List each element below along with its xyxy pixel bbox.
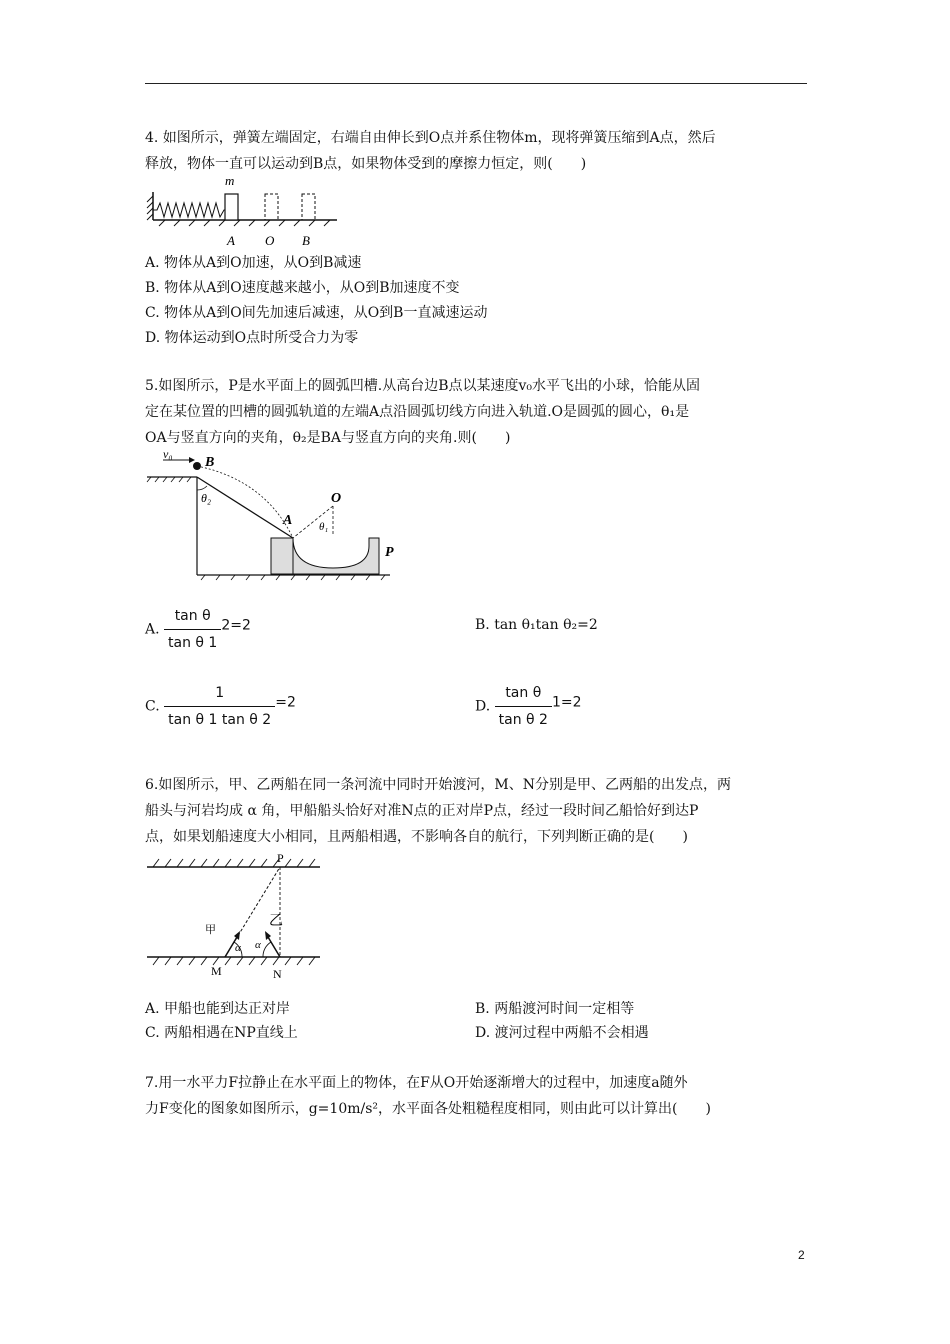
q5-option-c-prefix: C. — [145, 698, 160, 715]
q5-fig-label-a: A — [283, 513, 293, 528]
q4-fig-label-b: B — [302, 233, 310, 248]
q5-option-a-den: tan θ 1 — [168, 635, 218, 651]
q6-river-figure — [145, 845, 325, 980]
q5-option-c-num: 1 — [164, 682, 275, 707]
q5-text-line1: 5.如图所示，P是水平面上的圆弧凹槽.从高台边B点以某速度v₀水平飞出的小球，恰能从固 — [145, 378, 701, 394]
q5-option-d-fraction — [495, 682, 552, 731]
q6-option-b: B. 两船渡河时间一定相等 — [475, 1001, 635, 1017]
q5-option-b: B. tan θ₁tan θ₂=2 — [475, 617, 598, 633]
q5-option-d-num: tan θ — [495, 682, 552, 707]
q5-option-c — [145, 682, 296, 731]
q5-fig-label-theta1: θ₁ — [319, 521, 329, 533]
q6-fig-label-jia: 甲 — [205, 924, 216, 936]
q5-option-a-mid: 2=2 — [221, 617, 251, 634]
q5-option-d-prefix: D. — [475, 698, 491, 715]
q4-fig-label-m: m — [225, 173, 235, 188]
q5-option-d-den: tan θ 2 — [498, 712, 548, 728]
q5-fig-label-o: O — [331, 491, 342, 506]
q4-option-b: B. 物体从A到O速度越来越小，从O到B加速度不变 — [145, 280, 460, 296]
q6-fig-label-n: N — [273, 967, 282, 980]
q5-option-d — [475, 682, 582, 731]
q5-fig-label-p: P — [385, 545, 394, 560]
q4-fig-label-a: A — [227, 233, 235, 248]
q5-fig-label-b: B — [205, 455, 215, 470]
q6-text-line1: 6.如图所示，甲、乙两船在同一条河流中同时开始渡河，M、N分别是甲、乙两船的出发点，两 — [145, 777, 731, 793]
q6-option-c: C. 两船相遇在NP直线上 — [145, 1025, 298, 1041]
q6-fig-label-p: P — [277, 851, 284, 865]
q7-text-line2: 力F变化的图象如图所示，g=10m/s²，水平面各处粗糙程度相同，则由此可以计算出( ) — [145, 1101, 711, 1117]
header-rule — [145, 83, 807, 84]
q5-fig-label-theta2: θ₂ — [201, 491, 212, 505]
q5-option-a-prefix: A. — [145, 621, 160, 638]
q6-fig-label-yi: 乙 — [269, 914, 283, 929]
q6-fig-label-alpha1: α — [235, 942, 241, 954]
q5-option-d-mid: 1=2 — [551, 694, 582, 711]
q6-text-line3: 点，如果划船速度大小相同，且两船相遇，不影响各自的航行，下列判断正确的是( ) — [145, 829, 688, 845]
q5-projectile-figure — [145, 450, 415, 582]
q5-option-c-den: tan θ 1 tan θ 2 — [168, 712, 272, 728]
q4-option-a: A. 物体从A到O加速，从O到B减速 — [145, 255, 362, 271]
q4-option-c: C. 物体从A到O间先加速后减速，从O到B一直减速运动 — [145, 305, 488, 321]
q5-text-line3: OA与竖直方向的夹角，θ₂是BA与竖直方向的夹角.则( ) — [145, 430, 511, 446]
q6-fig-label-alpha2: α — [255, 939, 261, 951]
q4-fig-label-o: O — [265, 233, 275, 248]
q4-text-line1: 4. 如图所示，弹簧左端固定，右端自由伸长到O点并系住物体m，现将弹簧压缩到A点，然后 — [145, 130, 716, 146]
q5-option-a — [145, 605, 251, 654]
q6-fig-label-m: M — [211, 964, 222, 978]
q5-option-a-num: tan θ — [164, 605, 221, 630]
q7-text-line1: 7.用一水平力F拉静止在水平面上的物体，在F从O开始逐渐增大的过程中，加速度a随外 — [145, 1075, 688, 1091]
q6-text-line2: 船头与河岩均成 α 角，甲船船头恰好对准N点的正对岸P点，经过一段时间乙船恰好到达P — [145, 803, 699, 819]
q5-text-line2: 定在某位置的凹槽的圆弧轨道的左端A点沿圆弧切线方向进入轨道.O是圆弧的圆心，θ₁是 — [145, 404, 690, 420]
q5-option-a-fraction — [164, 605, 221, 654]
q5-option-c-fraction — [164, 682, 275, 731]
q5-fig-label-v0: v₀ — [163, 450, 173, 461]
q4-text-line2: 释放，物体一直可以运动到B点，如果物体受到的摩擦力恒定，则( ) — [145, 156, 587, 172]
q6-option-d: D. 渡河过程中两船不会相遇 — [475, 1025, 649, 1041]
q6-option-a: A. 甲船也能到达正对岸 — [145, 1001, 291, 1017]
q5-option-c-suffix: =2 — [275, 694, 296, 711]
q4-option-d: D. 物体运动到O点时所受合力为零 — [145, 330, 359, 346]
q4-spring-figure — [145, 170, 345, 250]
page-number: 2 — [798, 1248, 805, 1262]
